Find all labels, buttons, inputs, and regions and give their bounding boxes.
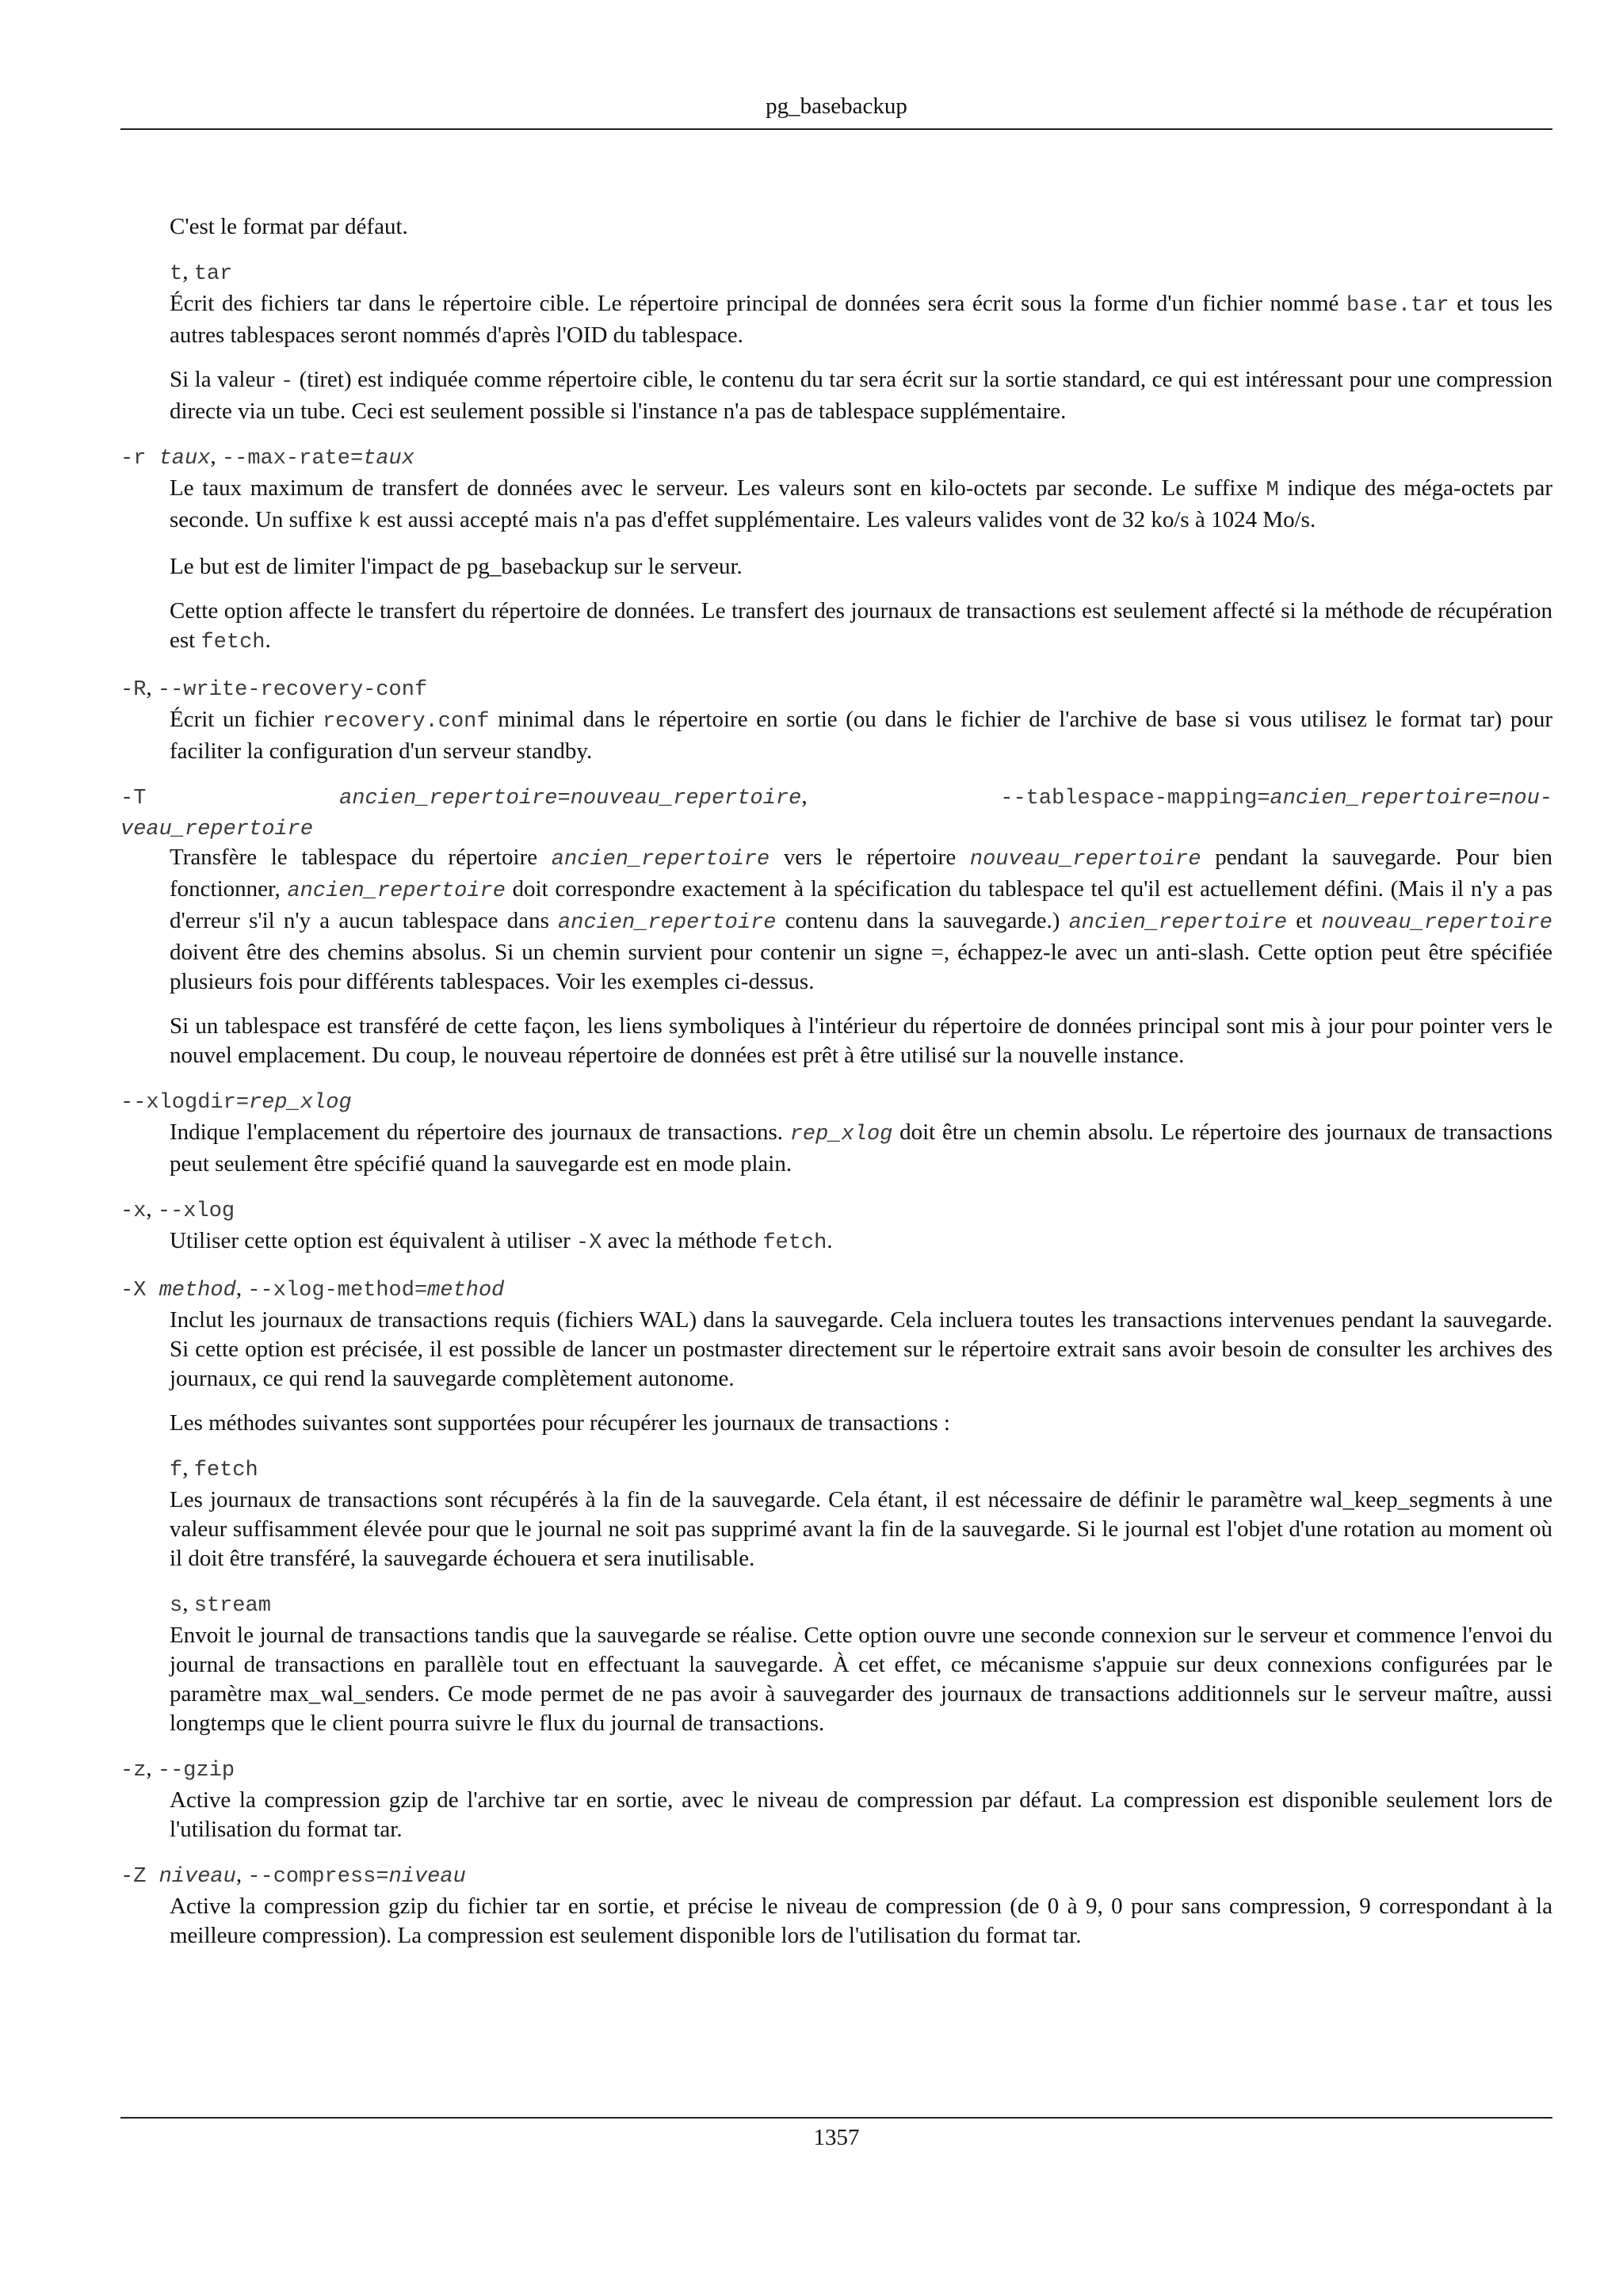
option-max-rate-desc-3: Cette option affecte le transfert du répertoire de données. Le transfert des journaux de transactions est seulement affecté si la méthode de récupération est fetch.: [170, 598, 1552, 654]
page-content: [120, 212, 1552, 1966]
method-stream-desc: Envoit le journal de transactions tandis que la sauvegarde se réalise. Cette option ouvre une seconde connexion sur le serveur et commence l'envoi du journal de transactions en parallèle tout en effectuant la sauvegarde. À cet effet, ce mécanisme s'appuie sur deux connexions configurées par le paramètre max_wal_senders. Ce mode permet de ne pas avoir à sauvegarder des journaux de transactions additionnels sur le serveur maître, aussi longtemps que le client pourra suivre le flux du journal de transactions.: [170, 1623, 1552, 1736]
option-max-rate-desc: Le taux maximum de transfert de données avec le serveur. Les valeurs sont en kilo-octets par seconde. Le suffixe M indique des méga-octets par seconde. Un suffixe k est aussi accepté mais n'a pas d'effet supplémentaire. Les valeurs valides vont de 32 ko/s à 1024 Mo/s.: [170, 475, 1552, 534]
option-max-rate: [120, 441, 1552, 658]
option-compress: [120, 1859, 1552, 1951]
option-xlog-desc: Utiliser cette option est équivalent à utiliser -X avec la méthode fetch.: [170, 1228, 833, 1255]
option-gzip: [120, 1753, 1552, 1844]
option-max-rate-desc-2: Le but est de limiter l'impact de pg_basebackup sur le serveur.: [170, 554, 743, 579]
option-compress-desc: Active la compression gzip du fichier tar en sortie, et précise le niveau de compression (de 0 à 9, 0 pour sans compression, 9 correspondant à la meilleure compression). La compression est seulement disponible lors de l'utilisation du format tar.: [170, 1894, 1552, 1948]
footer-rule: [120, 2117, 1552, 2119]
option-xlog-method-term: -X method, --xlog-method=method: [120, 1276, 505, 1302]
intro-paragraph: C'est le format par défaut.: [170, 214, 408, 239]
option-tablespace-mapping-term-cont: veau_repertoire: [120, 818, 314, 841]
option-tablespace-mapping: [120, 781, 1552, 1070]
option-compress-term: -Z niveau, --compress=niveau: [120, 1862, 466, 1889]
option-xlog-method-desc: Inclut les journaux de transactions requis (fichiers WAL) dans la sauvegarde. Cela incluera toutes les transactions intervenues pendant la sauvegarde. Si cette option est précisée, il est possible de lancer un postmaster directement sur le répertoire extrait sans avoir besoin de consulter les archives des journaux, ce qui rend la sauvegarde complètement autonome.: [170, 1307, 1552, 1391]
option-xlogdir-term: --xlogdir=rep_xlog: [120, 1091, 352, 1115]
option-tar-desc-2: Si la valeur - (tiret) est indiquée comme répertoire cible, le contenu du tar sera écrit sur la sortie standard, ce qui est intéressant pour une compression directe via un tube. Ceci est seulement possible si l'instance n'a pas de tablespace supplémentaire.: [170, 367, 1552, 424]
option-xlogdir: [120, 1085, 1552, 1179]
header-rule: [120, 128, 1552, 130]
option-write-recovery-conf: [120, 673, 1552, 766]
page-number: 1357: [813, 2125, 860, 2150]
option-write-recovery-conf-desc: Écrit un fichier recovery.conf minimal dans le répertoire en sortie (ou dans le fichier de l'archive de base si vous utilisez le format tar) pour faciliter la configuration d'un serveur standby.: [170, 707, 1552, 764]
method-fetch-desc: Les journaux de transactions sont récupérés à la fin de la sauvegarde. Cela étant, il est nécessaire de définir le paramètre wal_keep_segments à une valeur suffisamment élevée pour que le journal ne soit pas supprimé avant la fin de la sauvegarde. Si le journal est l'objet d'une rotation au moment où il doit être transféré, la sauvegarde échouera et sera inutilisable.: [170, 1487, 1552, 1571]
option-xlog-term: -x, --xlog: [120, 1196, 235, 1223]
option-gzip-term: -z, --gzip: [120, 1756, 235, 1783]
method-stream-term: s, stream: [170, 1591, 271, 1618]
option-xlog: [120, 1194, 1552, 1258]
option-tablespace-mapping-desc-2: Si un tablespace est transféré de cette façon, les liens symboliques à l'intérieur du répertoire de données principal sont mis à jour pour pointer vers le nouvel emplacement. Du coup, le nouveau répertoire de données est prêt à être utilisé sur la nouvelle instance.: [170, 1013, 1552, 1068]
option-xlogdir-desc: Indique l'emplacement du répertoire des journaux de transactions. rep_xlog doit être un chemin absolu. Le répertoire des journaux de transactions peut seulement être spécifié quand la sauvegarde est en mode plain.: [170, 1119, 1552, 1177]
option-gzip-desc: Active la compression gzip de l'archive tar en sortie, avec le niveau de compression par défaut. La compression est disponible seulement lors de l'utilisation du format tar.: [170, 1787, 1552, 1842]
option-tablespace-mapping-desc: Transfère le tablespace du répertoire ancien_repertoire vers le répertoire nouveau_repertoire pendant la sauvegarde. Pour bien fonctionner, ancien_repertoire doit correspondre exactement à la spécification du tablespace tel qu'il est actuellement défini. (Mais il n'y a pas d'erreur s'il n'y a aucun tablespace dans ancien_repertoire contenu dans la sauvegarde.) ancien_repertoire et nouveau_repertoire doivent être des chemins absolus. Si un chemin survient pour contenir un signe =, échappez-le avec un anti-slash. Cette option peut être spécifiée plusieurs fois pour différents tablespaces. Voir les exemples ci-dessus.: [170, 845, 1552, 994]
option-tar: [120, 257, 1552, 426]
option-write-recovery-conf-term: -R, --write-recovery-conf: [120, 675, 428, 702]
option-tar-term: t, tar: [170, 259, 233, 286]
option-tar-desc: Écrit des fichiers tar dans le répertoire cible. Le répertoire principal de données sera écrit sous la forme d'un fichier nommé base.tar et tous les autres tablespaces seront nommés d'après l'OID du tablespace.: [170, 291, 1552, 348]
option-tablespace-mapping-term: -T ancien_repertoire=nouveau_repertoire, --tablespace-mapping=ancien_repertoire=nou-: [120, 784, 1552, 810]
option-xlog-method-desc-2: Les méthodes suivantes sont supportées pour récupérer les journaux de transactions :: [170, 1410, 950, 1436]
option-xlog-method: [120, 1273, 1552, 1738]
option-max-rate-term: -r taux, --max-rate=taux: [120, 444, 414, 471]
running-header: pg_basebackup: [766, 93, 907, 119]
method-fetch-term: f, fetch: [170, 1455, 258, 1482]
